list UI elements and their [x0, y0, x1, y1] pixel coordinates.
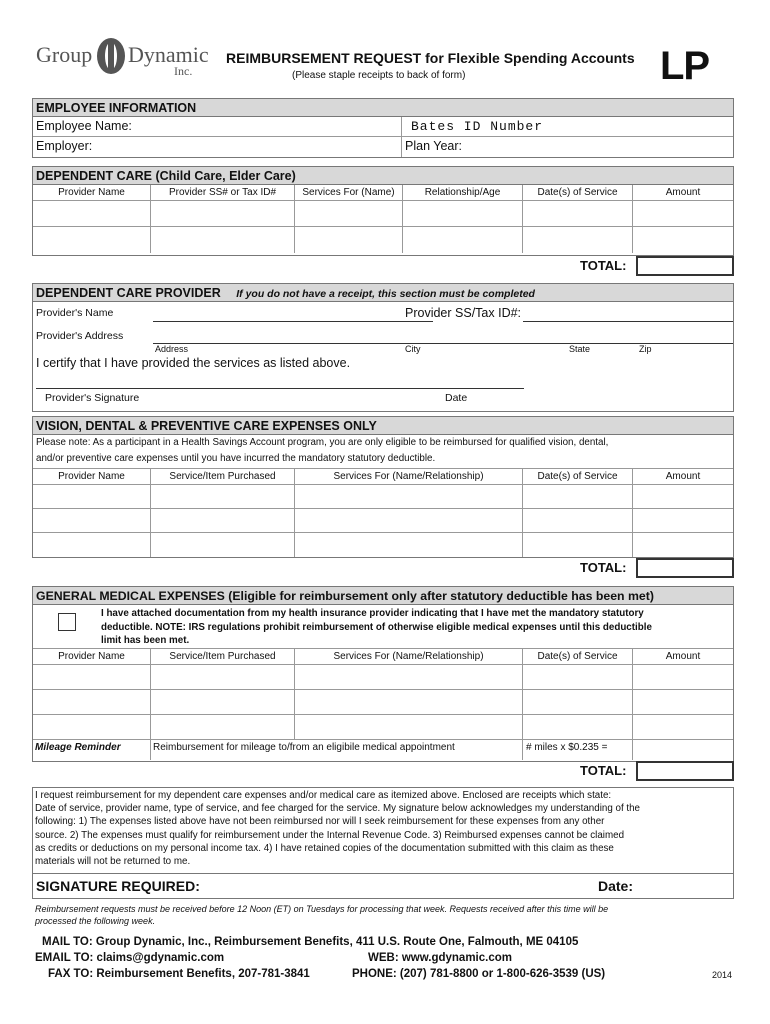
form-subtitle: (Please staple receipts to back of form) [292, 70, 466, 81]
field-divider [401, 137, 402, 157]
column-header: Services For (Name/Relationship) [295, 469, 523, 484]
input-cell[interactable] [523, 533, 633, 557]
input-cell[interactable] [633, 485, 733, 508]
input-cell[interactable] [633, 227, 733, 253]
attestation-line: I have attached documentation from my health insurance provider indicating that I have met the mandatory statutory [101, 608, 644, 619]
vision-dental-section [32, 416, 734, 558]
provider-signature-label: Provider's Signature [45, 392, 140, 404]
input-cell[interactable] [633, 533, 733, 557]
vision-total-label: TOTAL: [580, 560, 627, 575]
section-heading: VISION, DENTAL & PREVENTIVE CARE EXPENSES ONLY [33, 417, 733, 435]
input-cell[interactable] [403, 201, 523, 226]
table-row [33, 533, 733, 557]
certification-line: I request reimbursement for my dependent care expenses and/or medical care as itemized above. Enclosed are receipts which state: [35, 790, 612, 801]
input-cell[interactable] [151, 665, 295, 689]
provider-signature-line[interactable] [36, 388, 524, 389]
column-header: Services For (Name/Relationship) [295, 649, 523, 664]
certification-line: Date of service, provider name, type of service, and fee charged for the service. My signature below acknowledges my understanding of the [35, 803, 641, 815]
column-header: Amount [665, 187, 701, 198]
input-cell[interactable] [295, 509, 523, 532]
logo-mark-icon [94, 36, 128, 76]
input-cell[interactable] [295, 665, 523, 689]
dependent-care-section [32, 166, 734, 256]
table-row [33, 665, 733, 690]
input-cell[interactable] [523, 665, 633, 689]
attestation-line: limit has been met. [101, 635, 190, 646]
table-row [33, 715, 733, 740]
column-header: Date(s) of Service [523, 185, 633, 200]
form-code: LP [660, 44, 710, 88]
column-header: Date(s) of Service [523, 469, 633, 484]
input-cell[interactable] [151, 690, 295, 714]
dependent-care-total-label: TOTAL: [580, 258, 627, 273]
field-divider [401, 117, 402, 137]
certification-text [35, 789, 725, 868]
input-cell[interactable] [633, 690, 733, 714]
logo-text-group: Group [36, 42, 93, 67]
section-heading: GENERAL MEDICAL EXPENSES (Eligible for reimbursement only after statutory deductible has been met) [33, 587, 733, 605]
column-header: Provider SS# or Tax ID# [151, 185, 295, 200]
section-heading: DEPENDENT CARE (Child Care, Elder Care) [33, 167, 733, 185]
signature-date-label: Date: [598, 878, 634, 894]
form-year: 2014 [712, 970, 733, 980]
input-cell[interactable] [33, 690, 151, 714]
employee-name-label: Employee Name: [36, 119, 132, 133]
logo-text-inc: Inc. [174, 64, 193, 78]
employee-name-row [33, 117, 733, 137]
column-header: Service/Item Purchased [151, 469, 295, 484]
attestation-line: deductible. NOTE: IRS regulations prohibit reimbursement of otherwise eligible medical expenses until this deductible [101, 621, 652, 633]
provider-name-label: Provider's Name [36, 307, 114, 319]
input-cell[interactable] [33, 715, 151, 739]
input-cell[interactable] [523, 227, 633, 253]
input-cell[interactable] [151, 485, 295, 508]
input-cell[interactable] [295, 201, 403, 226]
table-row [33, 227, 733, 253]
section-note: If you do not have a receipt, this section must be completed [236, 288, 535, 300]
zip-label: Zip [639, 344, 652, 354]
input-cell[interactable] [33, 509, 151, 532]
column-header: Amount [665, 471, 701, 482]
column-header: Date(s) of Service [523, 649, 633, 664]
input-cell[interactable] [33, 201, 151, 226]
provider-date-label: Date [445, 392, 468, 404]
dependent-provider-section [32, 283, 734, 412]
input-cell[interactable] [295, 533, 523, 557]
attestation-row [33, 605, 733, 649]
signature-label: SIGNATURE REQUIRED: [36, 878, 200, 894]
provider-tax-label: Provider SS/Tax ID#: [405, 306, 522, 320]
table-row [33, 509, 733, 533]
provider-tax-line[interactable] [523, 321, 733, 322]
column-header: Service/Item Purchased [151, 649, 295, 664]
input-cell[interactable] [633, 715, 733, 739]
company-logo [36, 34, 209, 78]
employer-label: Employer: [36, 139, 93, 153]
input-cell[interactable] [33, 227, 151, 253]
input-cell[interactable] [295, 715, 523, 739]
column-header: Amount [665, 651, 701, 662]
dependent-care-total-field[interactable] [636, 256, 734, 276]
email-to[interactable]: EMAIL TO: claims@gdynamic.com [35, 952, 225, 964]
employee-info-section [32, 98, 734, 158]
section-heading [33, 284, 733, 302]
input-cell[interactable] [295, 485, 523, 508]
deadline-note [35, 903, 608, 927]
column-header: Provider Name [33, 469, 151, 484]
column-header: Relationship/Age [403, 185, 523, 200]
certification-line: source. 2) The expenses must qualify for reimbursement under the Internal Revenue Code. 3) Reimbursed expenses cannot be claimed [35, 829, 625, 841]
address-label: Address [155, 344, 189, 354]
input-cell[interactable] [403, 227, 523, 253]
logo-text-dynamic: Dynamic [128, 42, 209, 67]
note-line: and/or preventive care expenses until you have incurred the mandatory statutory deductible. [36, 453, 436, 464]
form-title: REIMBURSEMENT REQUEST for Flexible Spending Accounts [226, 50, 635, 66]
table-header [33, 649, 733, 665]
general-medical-section [32, 586, 734, 762]
city-label: City [405, 344, 421, 354]
fax-to: FAX TO: Reimbursement Benefits, 207-781-3841 [48, 968, 310, 980]
input-cell[interactable] [151, 509, 295, 532]
input-cell[interactable] [151, 227, 295, 253]
table-row [33, 690, 733, 715]
input-cell[interactable] [633, 201, 733, 226]
input-cell[interactable] [523, 690, 633, 714]
note-line: Please note: As a participant in a Health Savings Account program, you are only eligible to be reimbursed for qualified vision, dental, [36, 437, 609, 448]
table-row [33, 485, 733, 509]
input-cell[interactable] [523, 509, 633, 532]
input-cell[interactable] [633, 665, 733, 689]
input-cell[interactable] [523, 201, 633, 226]
employer-row [33, 137, 733, 157]
section-heading: EMPLOYEE INFORMATION [33, 99, 733, 117]
table-header [33, 185, 733, 201]
provider-name-line[interactable] [153, 321, 433, 322]
input-cell[interactable] [151, 533, 295, 557]
input-cell[interactable] [295, 227, 403, 253]
column-header: Services For (Name) [295, 185, 403, 200]
input-cell[interactable] [523, 715, 633, 739]
web-link[interactable]: WEB: www.gdynamic.com [368, 952, 512, 964]
input-cell[interactable] [33, 485, 151, 508]
deadline-line: Reimbursement requests must be received before 12 Noon (ET) on Tuesdays for processing that week. Requests received after this time will be [35, 904, 609, 914]
input-cell[interactable] [523, 485, 633, 508]
vision-total-field[interactable] [636, 558, 734, 578]
medical-total-field[interactable] [636, 761, 734, 781]
mileage-text: Reimbursement for mileage to/from an eligibile medical appointment [151, 740, 523, 760]
input-cell[interactable] [633, 509, 733, 532]
certify-text: I certify that I have provided the services as listed above. [36, 356, 351, 370]
medical-total-label: TOTAL: [580, 763, 627, 778]
phone: PHONE: (207) 781-8800 or 1-800-626-3539 (US) [352, 968, 606, 980]
column-header: Provider Name [33, 649, 151, 664]
bates-id: Bates ID Number [411, 119, 544, 134]
mileage-calc: # miles x $0.235 = [523, 740, 633, 760]
input-cell[interactable] [33, 665, 151, 689]
certification-line: following: 1) The expenses listed above have not been reimbursed nor will I seek reimbursement for these expenses from any other [35, 816, 605, 828]
section-heading-text: DEPENDENT CARE PROVIDER [36, 286, 221, 300]
input-cell[interactable] [33, 533, 151, 557]
mileage-row [33, 740, 733, 760]
certification-line: materials will not be returned to me. [35, 856, 191, 868]
input-cell[interactable] [151, 715, 295, 739]
plan-year-label: Plan Year: [405, 139, 462, 153]
provider-address-label: Provider's Address [36, 330, 124, 342]
attestation-text [101, 607, 652, 648]
input-cell[interactable] [295, 690, 523, 714]
certification-line: as credits or deductions on my personal income tax. 4) I have retained copies of the documentation submitted with this claim as these [35, 842, 614, 854]
mail-to: MAIL TO: Group Dynamic, Inc., Reimbursement Benefits, 411 U.S. Route One, Falmouth, ME 04105 [42, 936, 579, 948]
mileage-amount-cell[interactable] [633, 740, 733, 760]
deadline-line: processed the following week. [35, 916, 156, 926]
vision-note [33, 435, 733, 469]
table-row [33, 201, 733, 227]
input-cell[interactable] [151, 201, 295, 226]
state-label: State [569, 344, 591, 354]
deductible-met-checkbox[interactable] [58, 613, 76, 631]
column-header: Provider Name [33, 185, 151, 200]
mileage-label: Mileage Reminder [33, 740, 151, 760]
table-header [33, 469, 733, 485]
